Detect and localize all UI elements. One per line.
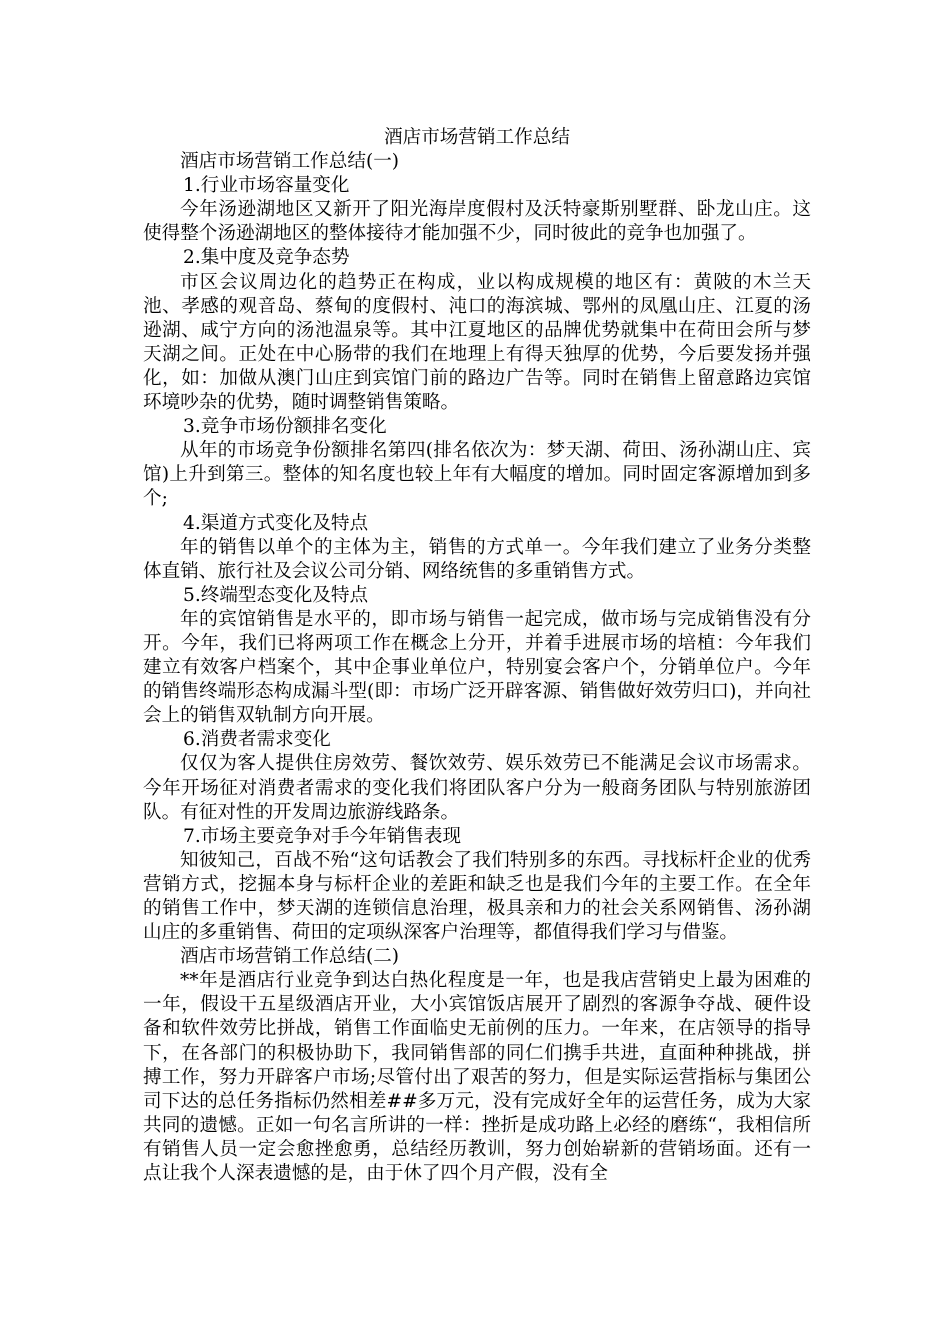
section-paragraph-7: 知彼知己，百战不殆“这句话教会了我们特别多的东西。寻找标杆企业的优秀营销方式，挖掘本身与标杆企业的差距和缺乏也是我们今年的主要工作。在全年的销售工作中，梦天湖的连锁信息治理，极具亲和力的社会关系网销售、汤孙湖山庄的多重销售、荷田的定项纵深客户治理等，都值得我们学习与借鉴。 [143,849,811,944]
section-heading-2: 2.集中度及竞争态势 [183,247,350,269]
part-one-title: 酒店市场营销工作总结(一) [180,151,400,173]
section-heading-1: 1.行业市场容量变化 [183,175,350,197]
document-title: 酒店市场营销工作总结 [384,127,570,148]
section-paragraph-1: 今年汤逊湖地区又新开了阳光海岸度假村及沃特豪斯别墅群、卧龙山庄。这使得整个汤逊湖地区的整体接待才能加强不少，同时彼此的竞争也加强了。 [143,199,811,245]
document-page [143,126,811,1186]
section-paragraph-5: 年的宾馆销售是水平的，即市场与销售一起完成，做市场与完成销售没有分开。今年，我们已将两项工作在概念上分开，并着手进展市场的培植：今年我们建立有效客户档案个，其中企事业单位户，特别宴会客户个，分销单位户。今年的销售终端形态构成漏斗型(即：市场广泛开辟客源、销售做好效劳归口)，并向社会上的销售双轨制方向开展。 [143,608,811,727]
part-two-paragraph: **年是酒店行业竞争到达白热化程度是一年，也是我店营销史上最为困难的一年，假设干五星级酒店开业，大小宾馆饭店展开了剧烈的客源争夺战、硬件设备和软件效劳比拼战，销售工作面临史无前例的压力。一年来，在店领导的指导下，在各部门的积极协助下，我同销售部的同仁们携手共进，直面种种挑战，拼搏工作，努力开辟客户市场;尽管付出了艰苦的努力，但是实际运营指标与集团公司下达的总任务指标仍然相差##多万元，没有完成好全年的运营任务，成为大家共同的遗憾。正如一句名言所讲的一样：挫折是成功路上必经的磨练“，我相信所有销售人员一定会愈挫愈勇，总结经历教训，努力创始崭新的营销场面。还有一点让我个人深表遗憾的是，由于休了四个月产假，没有全 [143,970,811,1185]
section-heading-7: 7.市场主要竞争对手今年销售表现 [183,825,462,847]
section-paragraph-6: 仅仅为客人提供住房效劳、餐饮效劳、娱乐效劳已不能满足会议市场需求。今年开场征对消费者需求的变化我们将团队客户分为一般商务团队与特别旅游团队。有征对性的开发周边旅游线路条。 [143,753,811,823]
section-heading-3: 3.竞争市场份额排名变化 [183,416,387,438]
section-paragraph-2: 市区会议周边化的趋势正在构成，业以构成规模的地区有：黄陂的木兰天池、孝感的观音岛、蔡甸的度假村、沌口的海滨城、鄂州的凤凰山庄、江夏的汤逊湖、咸宁方向的汤池温泉等。其中江夏地区的品牌优势就集中在荷田会所与梦天湖之间。正处在中心肠带的我们在地理上有得天独厚的优势，今后要发扬并强化，如：加做从澳门山庄到宾馆门前的路边广告等。同时在销售上留意路边宾馆环境吵杂的优势，随时调整销售策略。 [143,271,811,414]
section-paragraph-3: 从年的市场竞争份额排名第四(排名依次为：梦天湖、荷田、汤孙湖山庄、宾馆)上升到第三。整体的知名度也较上年有大幅度的增加。同时固定客源增加到多个; [143,440,811,510]
section-heading-5: 5.终端型态变化及特点 [183,584,369,606]
section-heading-6: 6.消费者需求变化 [183,729,331,751]
section-heading-4: 4.渠道方式变化及特点 [183,512,369,534]
section-paragraph-4: 年的销售以单个的主体为主，销售的方式单一。今年我们建立了业务分类整体直销、旅行社及会议公司分销、网络统售的多重销售方式。 [143,536,811,582]
part-two-title: 酒店市场营销工作总结(二) [180,946,400,968]
